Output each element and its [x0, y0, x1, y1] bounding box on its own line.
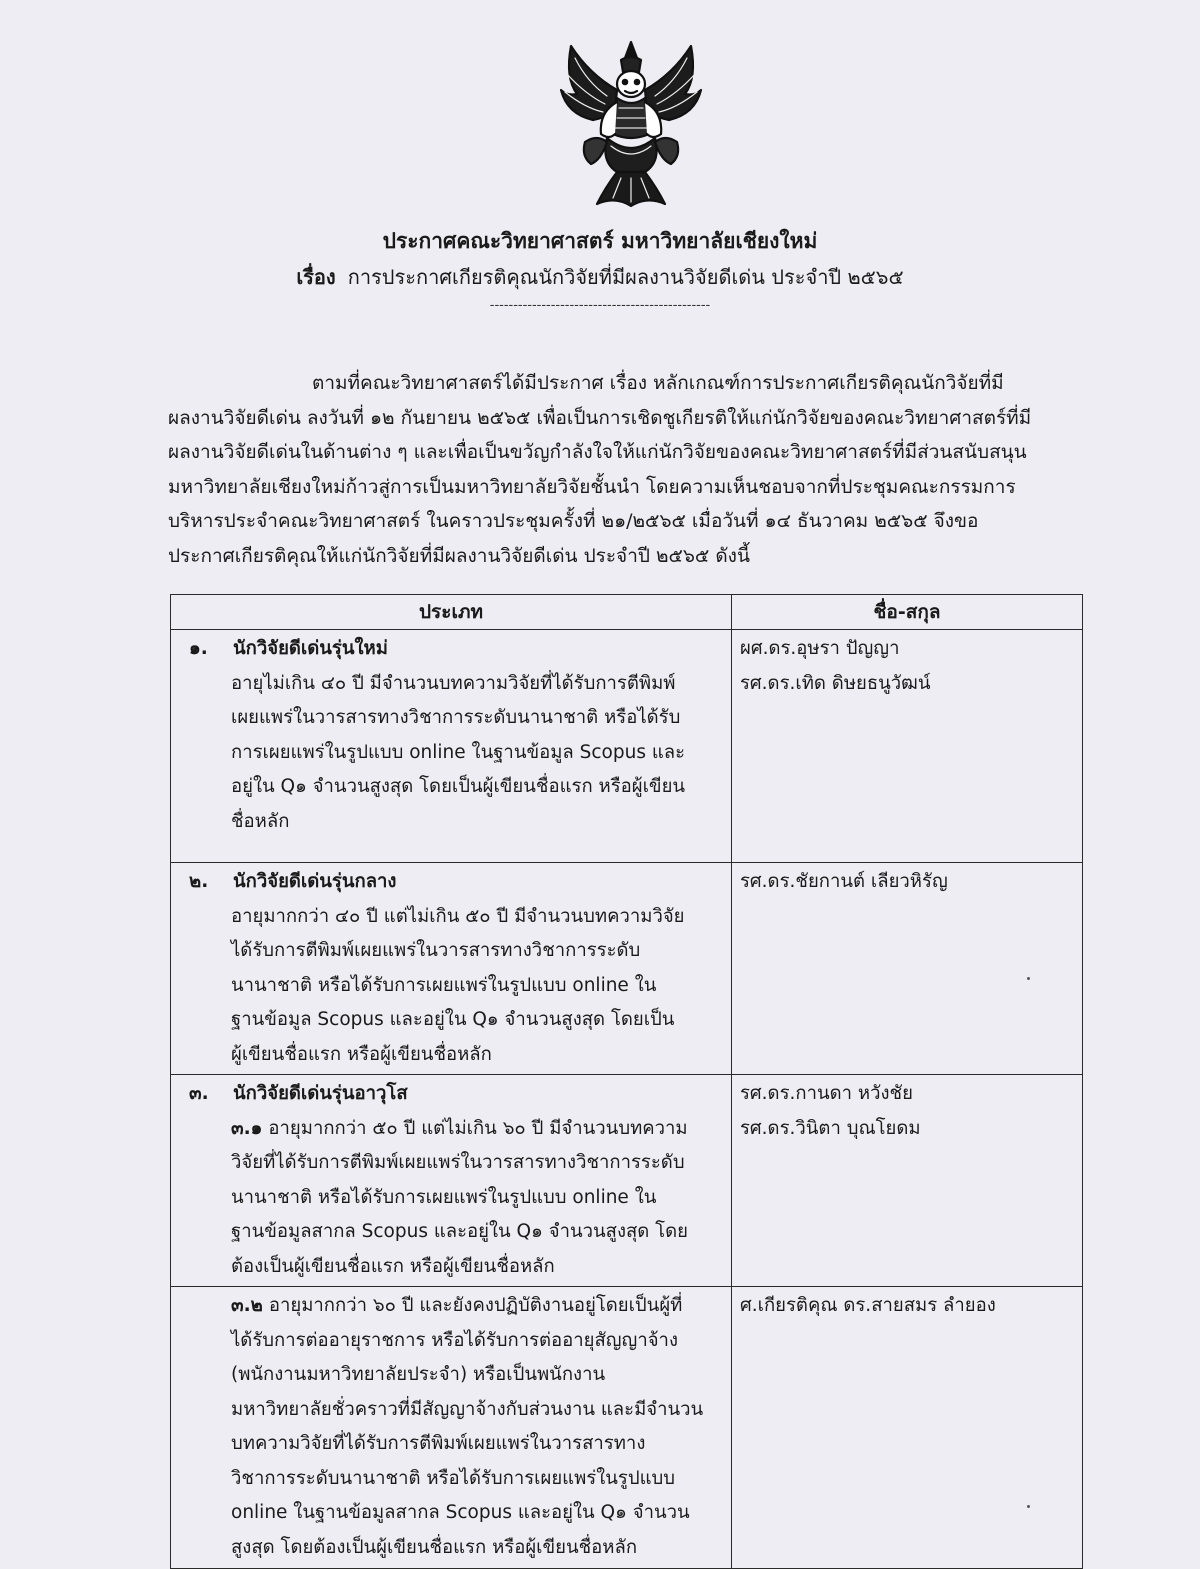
criteria-line: ผู้เขียนชื่อแรก หรือผู้เขียนชื่อหลัก	[231, 1043, 492, 1065]
category-heading	[179, 1077, 725, 1112]
table-row	[171, 1075, 1083, 1287]
intro-line: ผลงานวิจัยดีเด่น ลงวันที่ ๑๒ กันยายน ๒๕๖๕ เพื่อเป็นการเชิดชูเกียรติให้แก่นักวิจัยของคณะวิทยาศาสตร์ที่มี	[168, 406, 1032, 429]
criteria-line: online ในฐานข้อมูลสากล Scopus และอยู่ใน Q๑ จำนวน	[231, 1502, 690, 1523]
names-cell	[732, 630, 1083, 863]
criteria-line: สูงสุด โดยต้องเป็นผู้เขียนชื่อแรก หรือผู้เขียนชื่อหลัก	[231, 1536, 638, 1558]
awardee-name: รศ.ดร.เทิด ดิษยธนูวัฒน์	[740, 672, 931, 694]
sub-criteria-text: อายุมากกว่า ๖๐ ปี และยังคงปฏิบัติงานอยู่โดยเป็นผู้ที่	[268, 1295, 683, 1316]
table-row	[171, 1287, 1083, 1569]
table-row	[171, 863, 1083, 1075]
awardees-table	[170, 594, 1083, 1569]
criteria-line: (พนักงานมหาวิทยาลัยประจำ) หรือเป็นพนักงาน	[231, 1364, 606, 1385]
criteria-line: วิชาการระดับนานาชาติ หรือได้รับการเผยแพร่ในรูปแบบ	[231, 1467, 675, 1489]
awardee-name: ผศ.ดร.อุษรา ปัญญา	[740, 638, 900, 659]
sub-criteria-first-line	[179, 1289, 725, 1324]
category-cell	[171, 630, 732, 863]
category-title: นักวิจัยดีเด่นรุ่นอาวุโส	[233, 1083, 408, 1104]
criteria-line: ชื่อหลัก	[231, 810, 290, 832]
header-name: ชื่อ-สกุล	[732, 595, 1083, 630]
sub-criteria-text: อายุมากกว่า ๕๐ ปี แต่ไม่เกิน ๖๐ ปี มีจำนวนบทความ	[268, 1117, 688, 1139]
criteria-line: อายุไม่เกิน ๔๐ ปี มีจำนวนบทความวิจัยที่ได้รับการตีพิมพ์	[231, 672, 676, 694]
criteria-line: ต้องเป็นผู้เขียนชื่อแรก หรือผู้เขียนชื่อหลัก	[231, 1255, 555, 1277]
intro-paragraph	[168, 366, 1084, 573]
sub-criteria-number: ๓.๒	[231, 1295, 263, 1316]
intro-line: บริหารประจำคณะวิทยาศาสตร์ ในคราวประชุมครั้งที่ ๒๑/๒๕๖๕ เมื่อวันที่ ๑๔ ธันวาคม ๒๕๖๕ จึงขอ	[168, 510, 979, 532]
names-cell	[732, 863, 1083, 1075]
names-cell	[732, 1287, 1083, 1569]
intro-line: ตามที่คณะวิทยาศาสตร์ได้มีประกาศ เรื่อง หลักเกณฑ์การประกาศเกียรติคุณนักวิจัยที่มี	[312, 372, 1004, 394]
sub-criteria-first-line	[179, 1112, 725, 1147]
criteria-line: อายุมากกว่า ๔๐ ปี แต่ไม่เกิน ๕๐ ปี มีจำนวนบทความวิจัย	[231, 905, 685, 927]
category-cell	[171, 1287, 732, 1569]
criteria-line: การเผยแพร่ในรูปแบบ online ในฐานข้อมูล Scopus และ	[231, 741, 686, 763]
category-heading	[179, 865, 725, 900]
criteria-line: ฐานข้อมูล Scopus และอยู่ใน Q๑ จำนวนสูงสุด โดยเป็น	[231, 1009, 675, 1030]
awardee-name: รศ.ดร.กานดา หวังชัย	[740, 1083, 913, 1104]
category-cell	[171, 863, 732, 1075]
intro-line: ประกาศเกียรติคุณให้แก่นักวิจัยที่มีผลงานวิจัยดีเด่น ประจำปี ๒๕๖๕ ดังนี้	[168, 544, 750, 567]
awardee-name: รศ.ดร.ชัยกานต์ เลียวหิรัญ	[740, 871, 948, 892]
criteria-line: บทความวิจัยที่ได้รับการตีพิมพ์เผยแพร่ในวารสารทาง	[231, 1433, 646, 1454]
category-number: ๑.	[189, 638, 208, 659]
criteria-line: เผยแพร่ในวารสารทางวิชาการระดับนานาชาติ หรือได้รับ	[231, 707, 681, 728]
sub-criteria-number: ๓.๑	[231, 1117, 263, 1139]
awardee-name: ศ.เกียรติคุณ ดร.สายสมร ลำยอง	[740, 1295, 996, 1316]
category-cell	[171, 1075, 732, 1287]
category-title: นักวิจัยดีเด่นรุ่นกลาง	[233, 871, 397, 892]
criteria-line: อยู่ใน Q๑ จำนวนสูงสุด โดยเป็นผู้เขียนชื่อแรก หรือผู้เขียน	[231, 776, 686, 797]
criteria-line: นานาชาติ หรือได้รับการเผยแพร่ในรูปแบบ online ใน	[231, 974, 657, 996]
announcement-subject	[0, 262, 1200, 292]
criteria-line: ได้รับการต่ออายุราชการ หรือได้รับการต่ออายุสัญญาจ้าง	[231, 1329, 678, 1351]
criteria-line: วิจัยที่ได้รับการตีพิมพ์เผยแพร่ในวารสารทางวิชาการระดับ	[231, 1152, 685, 1173]
names-cell	[732, 1075, 1083, 1287]
announcement-title: ประกาศคณะวิทยาศาสตร์ มหาวิทยาลัยเชียงใหม่	[382, 229, 818, 253]
scan-speck	[1027, 977, 1030, 980]
criteria-line: นานาชาติ หรือได้รับการเผยแพร่ในรูปแบบ online ใน	[231, 1186, 657, 1208]
awardee-name: รศ.ดร.วินิตา บุณโยดม	[740, 1117, 921, 1139]
category-number: ๓.	[189, 1083, 209, 1104]
criteria-line: ฐานข้อมูลสากล Scopus และอยู่ใน Q๑ จำนวนสูงสุด โดย	[231, 1221, 688, 1242]
subject-label: เรื่อง	[296, 265, 336, 289]
category-title: นักวิจัยดีเด่นรุ่นใหม่	[233, 638, 388, 659]
table-header-row	[171, 595, 1083, 630]
scan-speck	[1027, 1505, 1030, 1508]
table-row	[171, 630, 1083, 863]
criteria-line: ได้รับการตีพิมพ์เผยแพร่ในวารสารทางวิชาการระดับ	[231, 940, 641, 961]
header-type: ประเภท	[171, 595, 732, 630]
subject-text: การประกาศเกียรติคุณนักวิจัยที่มีผลงานวิจัยดีเด่น ประจำปี ๒๕๖๕	[347, 265, 904, 289]
garuda-emblem	[545, 38, 717, 210]
category-number: ๒.	[189, 871, 209, 892]
divider-line: -----------------------------------------------	[489, 298, 711, 313]
category-heading	[179, 632, 725, 667]
criteria-line: มหาวิทยาลัยชั่วคราวที่มีสัญญาจ้างกับส่วนงาน และมีจำนวน	[231, 1398, 704, 1420]
intro-line: ผลงานวิจัยดีเด่นในด้านต่าง ๆ และเพื่อเป็นขวัญกำลังใจให้แก่นักวิจัยของคณะวิทยาศาสตร์ที่มีส่วนสนับสนุน	[168, 441, 1027, 463]
intro-line: มหาวิทยาลัยเชียงใหม่ก้าวสู่การเป็นมหาวิทยาลัยวิจัยชั้นนำ โดยความเห็นชอบจากที่ประชุมคณะกรรมการ	[168, 475, 1016, 498]
